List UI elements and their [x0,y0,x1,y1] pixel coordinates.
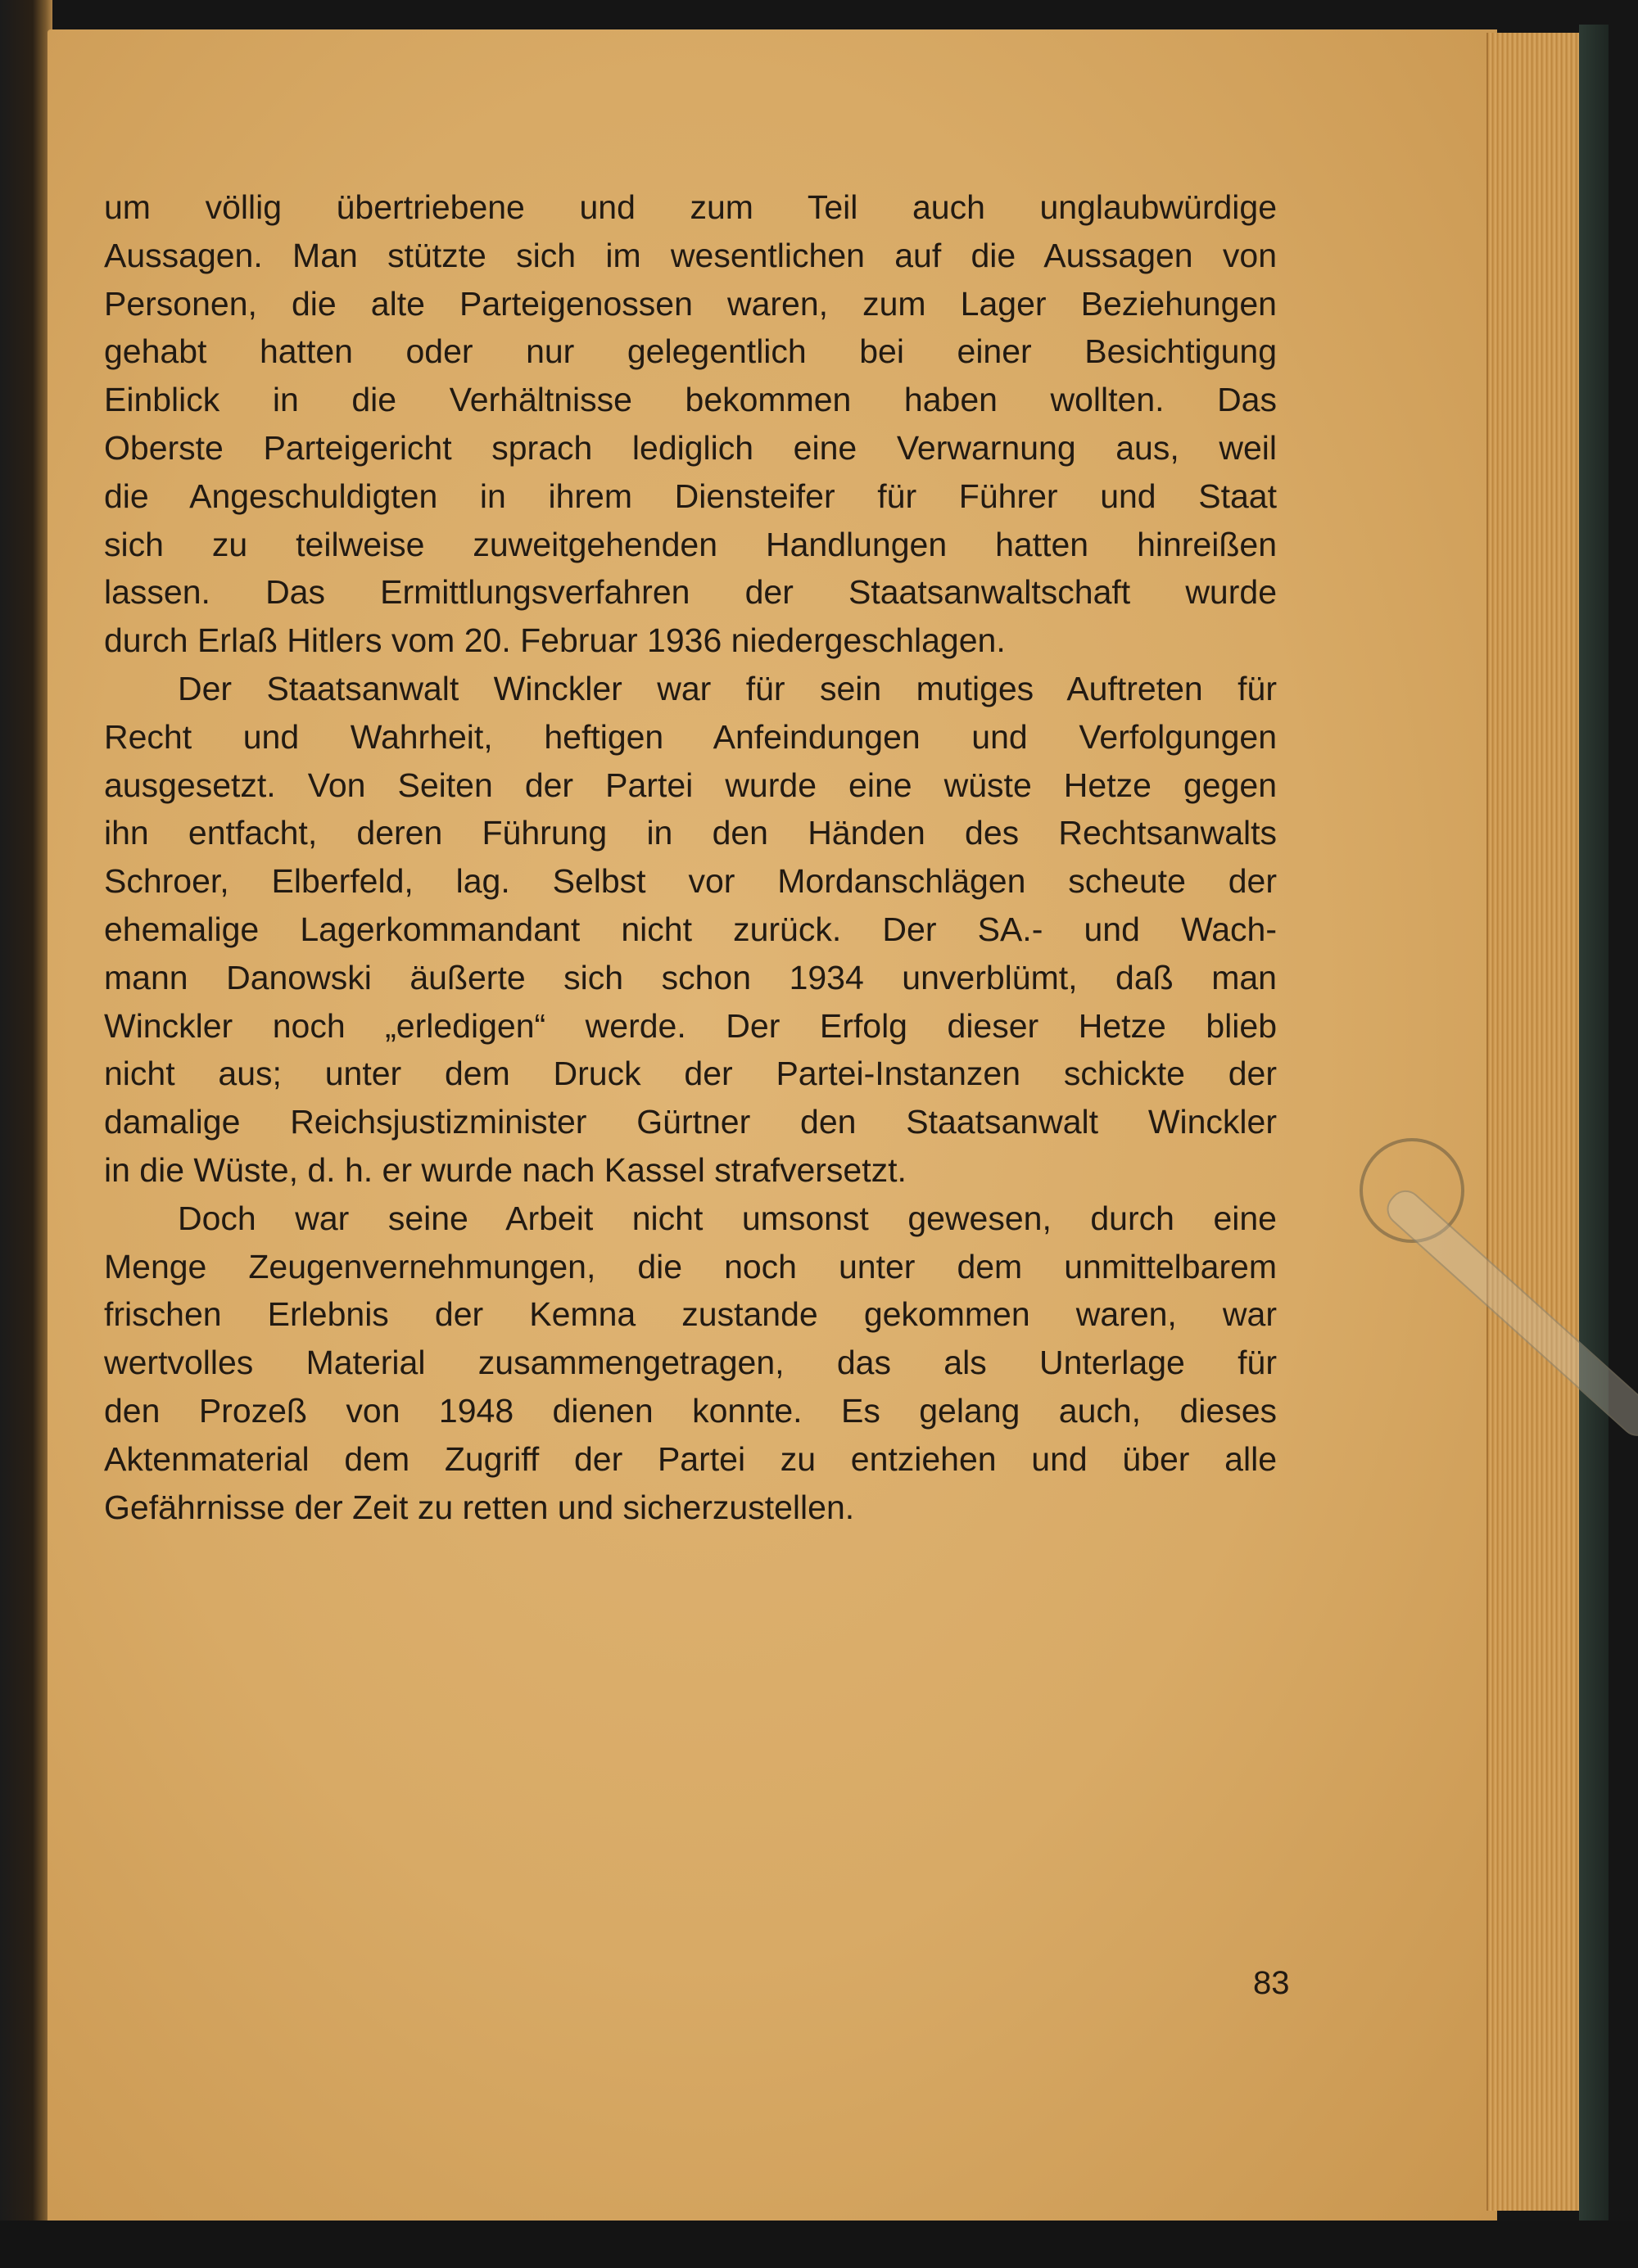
text-line: Gefährnisse der Zeit zu retten und sicherzustellen. [104,1488,855,1526]
text-line: Menge Zeugenvernehmungen, die noch unter dem unmittelbarem [104,1247,1277,1285]
text-line: durch Erlaß Hitlers vom 20. Februar 1936 niedergeschlagen. [104,621,1006,660]
text-line: Personen, die alte Parteigenossen waren, zum Lager Beziehungen [104,284,1277,323]
text-line: frischen Erlebnis der Kemna zustande gekommen waren, war [104,1295,1277,1334]
text-line: Der Staatsanwalt Winckler war für sein mutiges Auftreten für [178,669,1277,707]
text-line: gehabt hatten oder nur gelegentlich bei einer Besichtigung [104,332,1277,371]
text-line: nicht aus; unter dem Druck der Partei-Instanzen schickte der [104,1055,1277,1093]
text-line: wertvolles Material zusammengetragen, das als Unterlage für [104,1344,1277,1382]
text-line: Recht und Wahrheit, heftigen Anfeindungen und Verfolgungen [104,717,1277,756]
text-line: damalige Reichsjustizminister Gürtner den Staatsanwalt Winckler [104,1103,1277,1141]
text-line: ehemalige Lagerkommandant nicht zurück. Der SA.- und Wach- [104,910,1277,948]
text-line: Einblick in die Verhältnisse bekommen haben wollten. Das [104,381,1277,419]
text-line: Schroer, Elberfeld, lag. Selbst vor Mordanschlägen scheute der [104,862,1277,901]
text-line: Doch war seine Arbeit nicht umsonst gewesen, durch eine [178,1199,1277,1237]
book-spine [0,0,52,2268]
scan-background [0,2221,1638,2268]
book-cover-edge [1579,25,1609,2227]
text-line: Oberste Parteigericht sprach lediglich eine Verwarnung aus, weil [104,428,1277,467]
text-line: lassen. Das Ermittlungsverfahren der Staatsanwaltschaft wurde [104,573,1277,612]
text-line: den Prozeß von 1948 dienen konnte. Es gelang auch, dieses [104,1391,1277,1430]
text-line: die Angeschuldigten in ihrem Diensteifer für Führer und Staat [104,477,1277,515]
text-line: Aussagen. Man stützte sich im wesentlichen auf die Aussagen von [104,236,1277,274]
body-text [104,183,1277,1531]
page-number: 83 [1253,1965,1290,2001]
text-line: mann Danowski äußerte sich schon 1934 unverblümt, daß man [104,958,1277,996]
text-line: Aktenmaterial dem Zugriff der Partei zu entziehen und über alle [104,1439,1277,1478]
text-line: ihn entfacht, deren Führung in den Händen des Rechtsanwalts [104,814,1277,852]
page-edges [1486,33,1582,2211]
text-line: Winckler noch „erledigen“ werde. Der Erfolg dieser Hetze blieb [104,1006,1277,1045]
text-line: sich zu teilweise zuweitgehenden Handlungen hatten hinreißen [104,525,1277,563]
text-line: in die Wüste, d. h. er wurde nach Kassel strafversetzt. [104,1150,907,1189]
text-line: um völlig übertriebene und zum Teil auch unglaubwürdige [104,188,1277,226]
text-line: ausgesetzt. Von Seiten der Partei wurde eine wüste Hetze gegen [104,766,1277,804]
